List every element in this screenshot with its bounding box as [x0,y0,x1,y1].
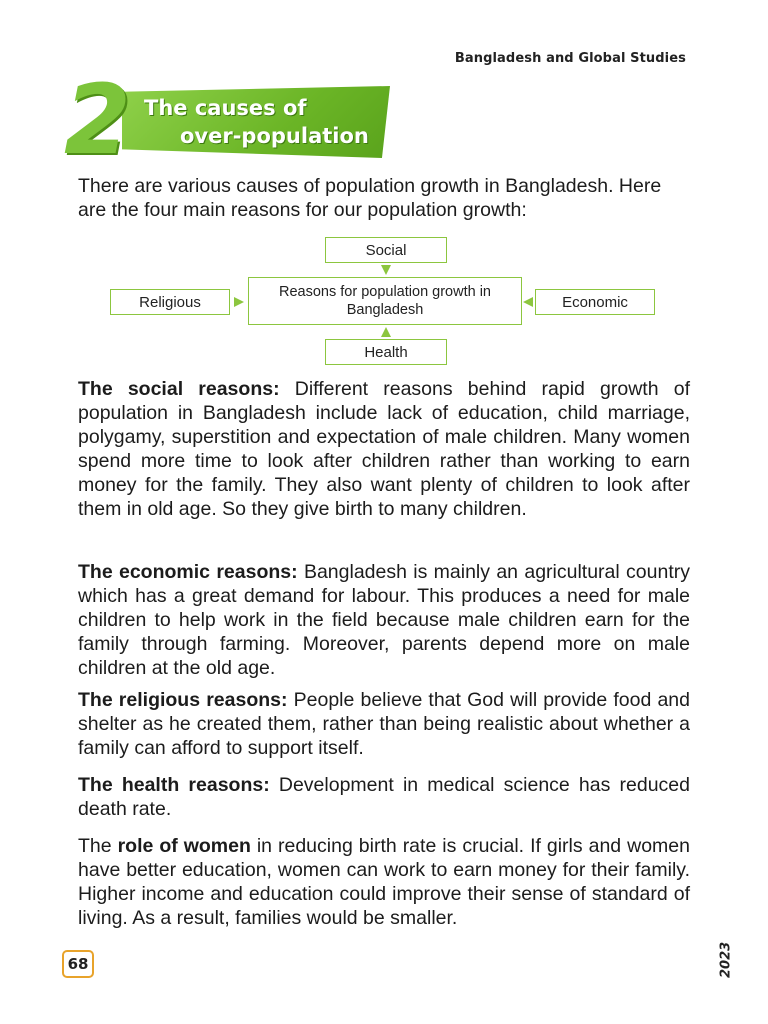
health-reasons-text: Development in medical science has reduced death rate. [78,774,690,820]
closing-prefix: The [78,835,118,857]
social-reasons-label: The social reasons: [78,378,280,400]
social-reasons-paragraph [78,377,690,521]
section-banner [64,64,394,176]
book-title: Bangladesh and Global Studies [454,51,686,66]
health-reasons-label: The health reasons: [78,774,270,796]
economic-reasons-text: Bangladesh is mainly an agricultural country which has a great demand for labour. This produces a need for male children to help work in the field because male children earn for the family through farming. Moreover, parents depend more on male children at the old age. [78,561,690,679]
arrow-up-icon [380,325,392,339]
arrow-left-icon [521,295,535,309]
religious-reasons-label: The religious reasons: [78,689,288,711]
religious-reasons-text: People believe that God will provide food and shelter as he created them, rather than being realistic about whether a family can afford to support itself. [78,689,690,759]
intro-paragraph: There are various causes of population growth in Bangladesh. Here are the four main reasons for our population growth: [78,175,662,221]
health-reasons-paragraph [78,773,690,821]
closing-bold: role of women [117,835,251,857]
closing-text: in reducing birth rate is crucial. If girls and women have better education, women can work to earn money for their family. Higher income and education could improve their sense of standard of living. As a result, families would be smaller. [78,835,690,929]
diagram-box-economic: Economic [535,289,655,315]
religious-reasons-paragraph [78,688,690,760]
section-title-line2: over-population [180,124,369,148]
arrow-down-icon [380,263,392,277]
economic-reasons-label: The economic reasons: [78,561,298,583]
diagram-box-religious: Religious [110,289,230,315]
diagram-box-center: Reasons for population growth in Bangladesh [248,277,522,325]
diagram-box-health: Health [325,339,447,365]
section-number: 2 [64,64,131,176]
closing-paragraph [78,834,690,930]
arrow-right-icon [232,295,246,309]
social-reasons-text: Different reasons behind rapid growth of population in Bangladesh include lack of education, child marriage, polygamy, superstition and expectation of male children. Many women spend more time to look after children rather than working to earn money for the family. They also want plenty of children to look after them in old age. So they give birth to many children. [78,378,690,520]
diagram-box-social: Social [325,237,447,263]
edition-year: 2023 [718,941,734,979]
section-title-line1: The causes of [144,96,307,120]
page-number: 68 [62,950,94,978]
economic-reasons-paragraph [78,560,690,680]
